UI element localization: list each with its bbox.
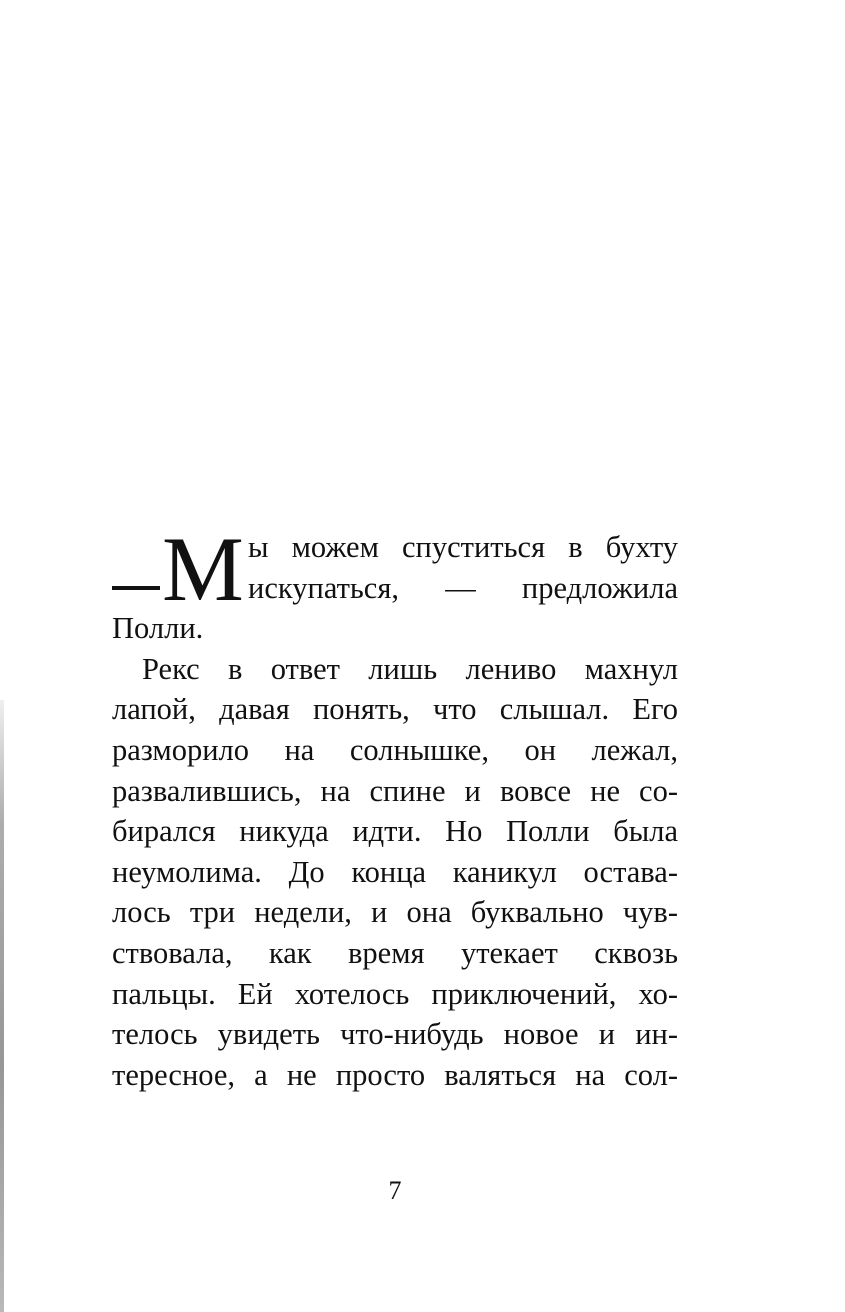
dropcap (112, 518, 244, 620)
text-line: лось три недели, и она буквально чув- (112, 895, 678, 930)
text-line: ствовала, как время утекает сквозь (112, 935, 678, 970)
text-line: пальцы. Ей хотелось приключений, хо- (112, 976, 678, 1011)
paragraph (112, 649, 678, 1096)
text-line: бирался никуда идти. Но Полли была (112, 814, 678, 849)
dropcap-dash (112, 586, 160, 590)
text-line: Рекс в ответ лишь лениво махнул (142, 651, 678, 686)
text-line: ы можем спуститься в бухту (248, 530, 678, 564)
dropcap-paragraph-start (112, 518, 678, 620)
text-line: тересное, а не просто валяться на сол- (112, 1057, 678, 1092)
text-line: неумолима. До конца каникул остава- (112, 854, 678, 889)
page-number: 7 (388, 1176, 402, 1205)
dropcap-letter: М (162, 518, 244, 620)
text-line: Полли. (112, 611, 204, 646)
text-line: лапой, давая понять, что слышал. Его (112, 692, 678, 727)
scan-edge-shadow (0, 700, 4, 1312)
dropcap-lines (248, 527, 678, 608)
text-line: искупаться, — предложила (248, 570, 678, 605)
page-text (112, 518, 678, 1095)
text-line: разморило на солнышке, он лежал, (112, 732, 678, 767)
text-line: телось увидеть что-нибудь новое и ин- (112, 1017, 678, 1052)
text-line: развалившись, на спине и вовсе не со- (112, 773, 678, 808)
